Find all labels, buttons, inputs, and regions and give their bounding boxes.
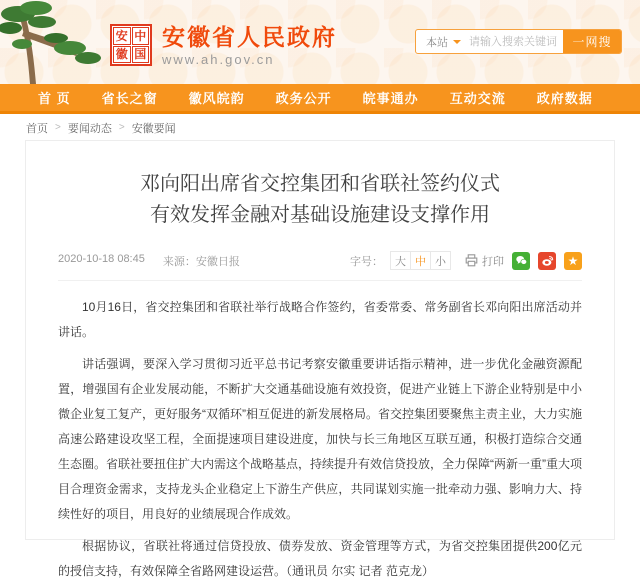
search-scope-label: 本站 <box>426 36 448 49</box>
chevron-down-icon <box>453 40 461 44</box>
breadcrumb-home[interactable]: 首页 <box>26 122 48 135</box>
search-bar <box>415 29 622 54</box>
weibo-icon <box>541 254 554 267</box>
seal-char: 安 <box>113 27 131 45</box>
site-header <box>0 0 640 84</box>
seal-char: 中 <box>132 27 150 45</box>
article-paragraph: 讲话强调，要深入学习贯彻习近平总书记考察安徽重要讲话指示精神，进一步优化金融资源配置，增强国有企业发展动能，不断扩大交通基础设施有效投资，促进产业链上下游企业特别是中小微企业复工复产，更好服务“双循环”相互促进的新发展格局。省交控集团要聚焦主责主业，大力实施高速公路建设攻坚工程，全面提速项目建设进度，加快与长三角地区互联互通，积极打造综合交通生态圈。省联社要扭住扩大内需这个战略基点，持续提升有效信贷投放，全力保障“两新一重”重大项目合理资金需求，支持龙头企业稳定上下游生产供应，共同谋划实施一批牵动力强、影响力大、持续性好的项目，用良好的业绩展现合作成效。 <box>58 357 582 521</box>
breadcrumb-current: 安徽要闻 <box>131 122 176 135</box>
printer-icon <box>465 254 478 267</box>
nav-item-interaction[interactable]: 互动交流 <box>449 91 506 106</box>
article-body <box>58 295 582 584</box>
brand[interactable] <box>110 24 337 67</box>
search-input[interactable] <box>469 30 563 53</box>
main-nav <box>0 84 640 114</box>
breadcrumb <box>0 114 640 141</box>
print-button[interactable] <box>465 253 504 269</box>
nav-item-home[interactable]: 首 页 <box>38 91 71 106</box>
site-url: www.ah.gov.cn <box>162 52 275 67</box>
article-title-line1: 邓向阳出席省交控集团和省联社签约仪式 <box>140 173 500 195</box>
share-wechat-button[interactable] <box>512 252 530 270</box>
font-size-large-button[interactable]: 大 <box>390 251 411 270</box>
article-title-line2: 有效发挥金融对基础设施建设支撑作用 <box>150 204 490 226</box>
article-paragraph: 根据协议，省联社将通过信贷投放、债券发放、资金管理等方式，为省交控集团提供200亿元的授信支持，有效保障全省路网建设运营。（通讯员 尔实 记者 范克龙） <box>58 539 582 578</box>
gov-seal-logo <box>110 24 152 66</box>
nav-item-openness[interactable]: 政务公开 <box>275 91 332 106</box>
article-title <box>58 169 582 231</box>
font-size-switcher <box>391 251 451 270</box>
font-size-small-button[interactable]: 小 <box>430 251 451 270</box>
wechat-icon <box>515 254 528 267</box>
nav-item-culture[interactable]: 徽风皖韵 <box>188 91 245 106</box>
nav-item-services[interactable]: 皖事通办 <box>362 91 419 106</box>
article-date: 2020-10-18 08:45 <box>58 252 145 265</box>
search-button[interactable]: 一网搜 <box>563 30 621 53</box>
article-source: 来源：安徽日报 <box>162 255 240 268</box>
print-label: 打印 <box>482 255 504 268</box>
breadcrumb-separator: > <box>55 122 61 133</box>
seal-char: 国 <box>132 46 150 64</box>
font-size-medium-button[interactable]: 中 <box>410 251 431 270</box>
article-meta <box>58 251 582 281</box>
article-paragraph: 10月16日，省交控集团和省联社举行战略合作签约，省委常委、常务副省长邓向阳出席活动并讲话。 <box>58 300 582 339</box>
pine-tree-illustration <box>0 0 112 84</box>
search-scope-dropdown[interactable] <box>416 30 469 53</box>
breadcrumb-separator: > <box>118 122 125 133</box>
seal-char: 徽 <box>113 46 131 64</box>
article-panel <box>25 140 615 578</box>
nav-item-governor[interactable]: 省长之窗 <box>101 91 158 106</box>
share-weibo-button[interactable] <box>538 252 556 270</box>
star-icon: ★ <box>567 253 579 268</box>
nav-item-data[interactable]: 政府数据 <box>536 91 593 106</box>
site-title: 安徽省人民政府 <box>162 24 337 50</box>
share-favorite-button[interactable] <box>564 252 582 270</box>
font-size-label: 字号： <box>350 255 383 268</box>
breadcrumb-news[interactable]: 要闻动态 <box>67 122 112 135</box>
